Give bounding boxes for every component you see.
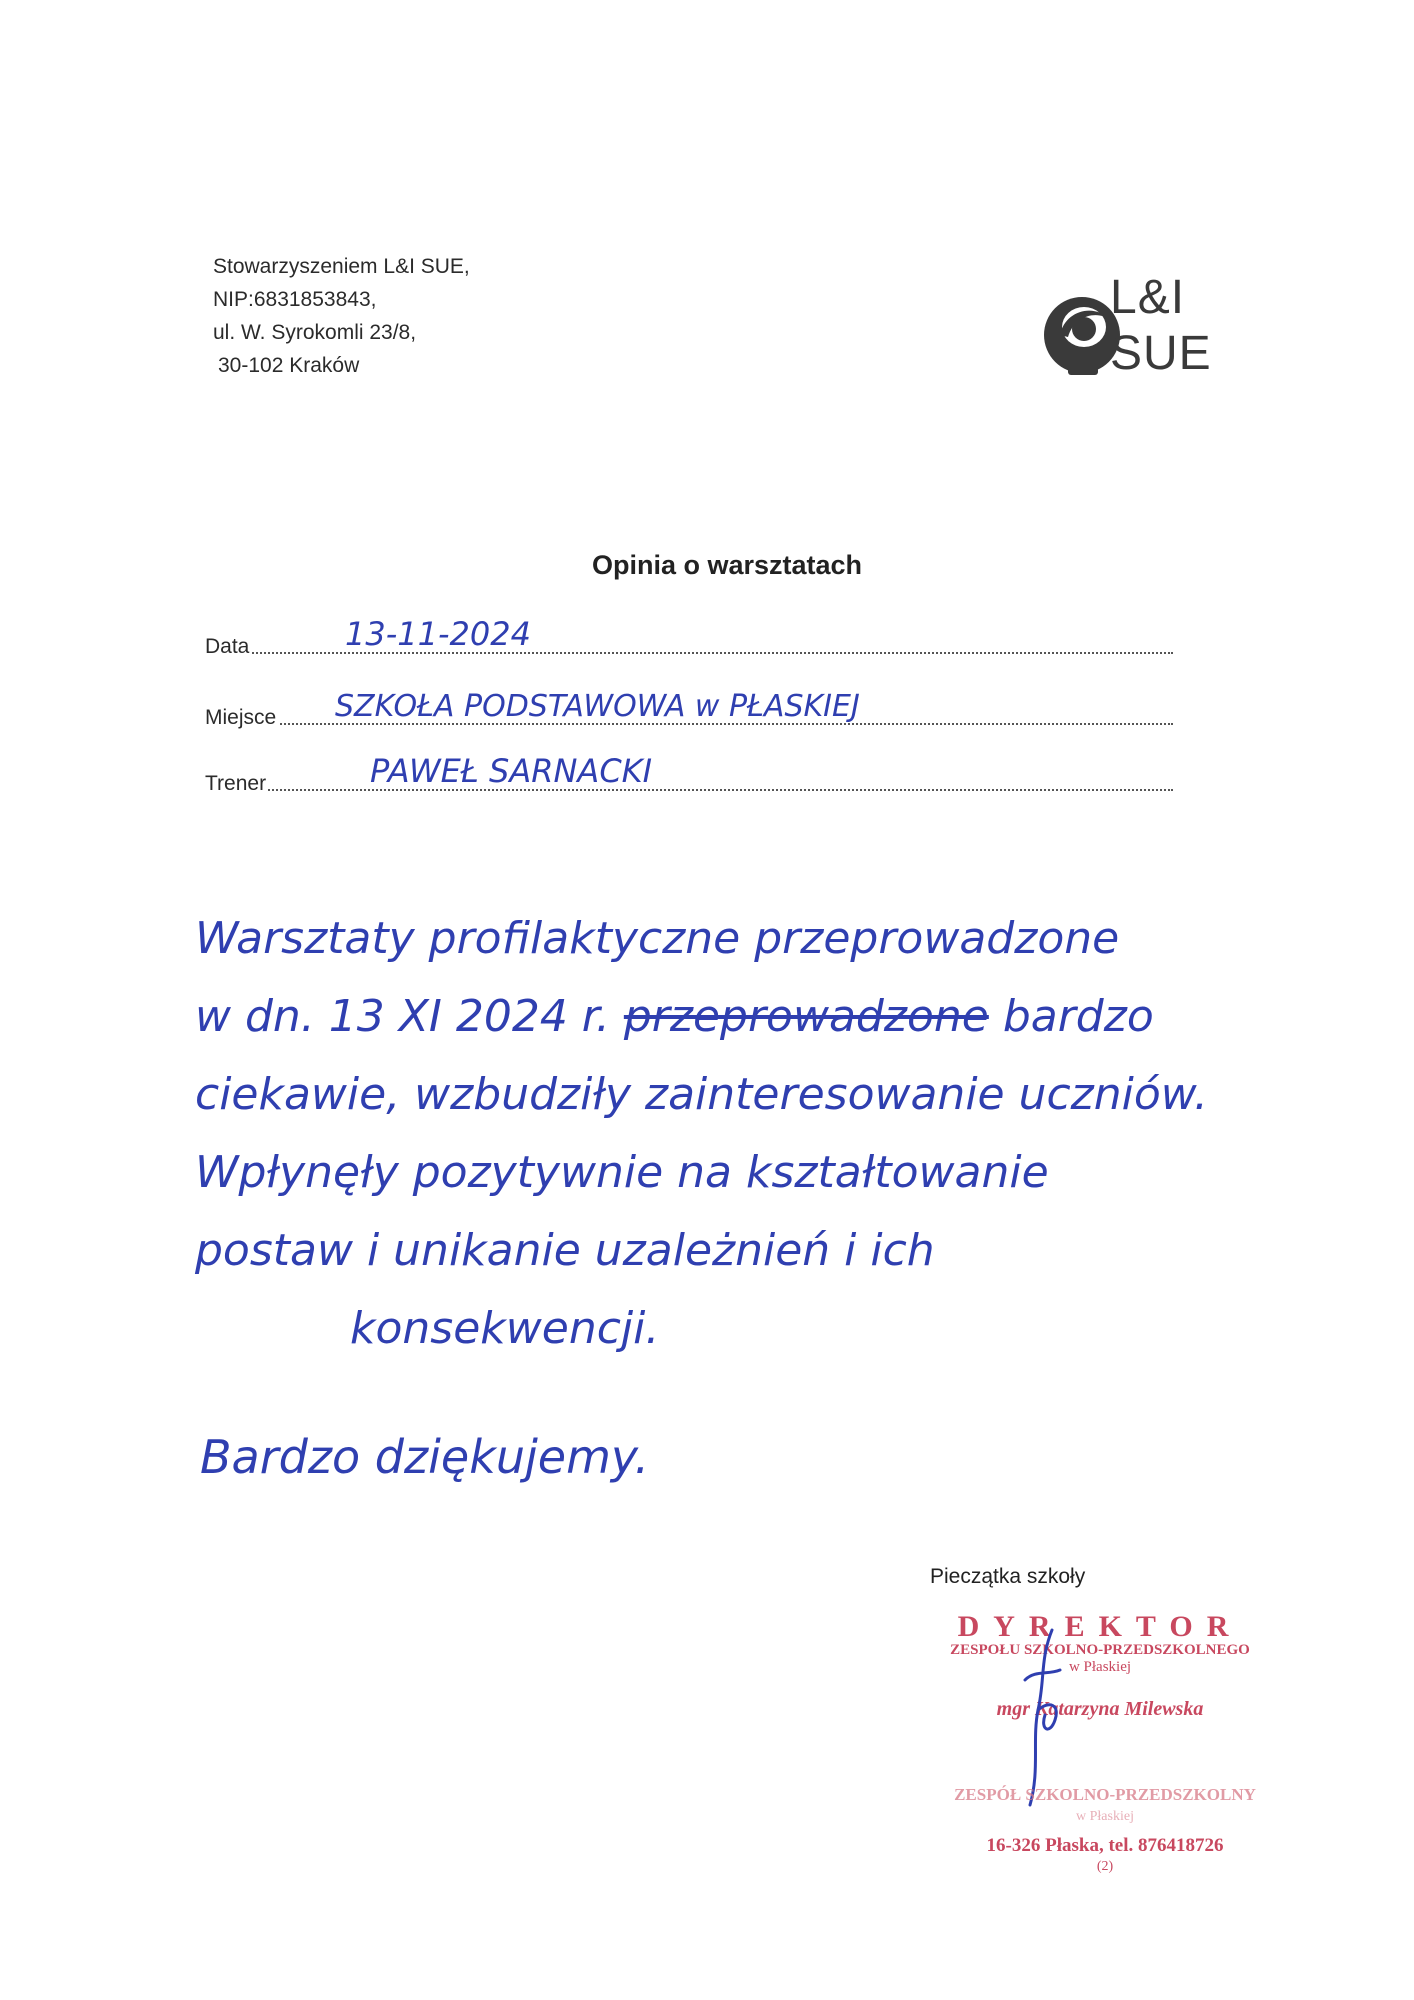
sender-city: 30-102 Kraków bbox=[218, 354, 360, 377]
trainer-field bbox=[205, 752, 1173, 796]
stamp-school-place: w Płaskiej bbox=[1076, 1809, 1134, 1824]
stamp-title: DYREKTOR bbox=[957, 1610, 1243, 1643]
date-field bbox=[205, 615, 1173, 659]
stamp-label: Pieczątka szkoły bbox=[930, 1565, 1086, 1588]
opinion-text bbox=[195, 900, 1295, 1368]
stamp-number: (2) bbox=[1096, 1859, 1114, 1874]
opinion-line-2 bbox=[195, 978, 1295, 1056]
stamp-school-name: ZESPÓŁ SZKOLNO-PRZEDSZKOLNY bbox=[954, 1785, 1256, 1804]
director-stamp bbox=[900, 1610, 1300, 1721]
stamp-place: w Płaskiej bbox=[1068, 1659, 1132, 1675]
opinion-line-4: Wpłynęły pozytywnie na kształtowanie bbox=[195, 1147, 1049, 1198]
sender-address bbox=[213, 250, 470, 382]
opinion-line-1: Warsztaty profilaktyczne przeprowadzone bbox=[195, 913, 1120, 964]
trainer-label: Trener bbox=[205, 772, 267, 795]
sender-nip: NIP:6831853843, bbox=[213, 288, 377, 311]
opinion-line-5: postaw i unikanie uzależnień i ich bbox=[195, 1225, 935, 1276]
thanks-text: Bardzo dziękujemy. bbox=[200, 1430, 650, 1484]
place-label: Miejsce bbox=[205, 706, 277, 729]
date-value: 13-11-2024 bbox=[345, 615, 531, 653]
stamp-director-name: mgr Katarzyna Milewska bbox=[996, 1698, 1204, 1720]
date-label: Data bbox=[205, 635, 250, 658]
trainer-dotted-line bbox=[205, 789, 1173, 791]
place-field bbox=[205, 689, 1173, 730]
logo-wordmark bbox=[1110, 270, 1212, 382]
school-stamp bbox=[905, 1785, 1305, 1875]
logo-line-2: SUE bbox=[1110, 327, 1212, 380]
opinion-struck-word: przeprowadzone bbox=[623, 991, 989, 1042]
sender-name: Stowarzyszeniem L&I SUE, bbox=[213, 255, 470, 278]
sender-street: ul. W. Syrokomli 23/8, bbox=[213, 321, 417, 344]
stamp-address: 16-326 Płaska, tel. 876418726 bbox=[986, 1835, 1224, 1856]
stamp-organization: ZESPOŁU SZKOLNO-PRZEDSZKOLNEGO bbox=[950, 1642, 1250, 1658]
logo-line-1: L&I bbox=[1110, 271, 1186, 324]
opinion-line-2-start: w dn. 13 XI 2024 r. bbox=[195, 991, 610, 1042]
document-title: Opinia o warsztatach bbox=[591, 550, 863, 580]
opinion-line-3: ciekawie, wzbudziły zainteresowanie uczniów. bbox=[195, 1069, 1208, 1120]
trainer-value: PAWEŁ SARNACKI bbox=[370, 752, 653, 790]
place-value: SZKOŁA PODSTAWOWA w PŁASKIEJ bbox=[335, 689, 860, 724]
opinion-line-2-end: bardzo bbox=[1002, 991, 1154, 1042]
opinion-line-6: konsekwencji. bbox=[350, 1303, 660, 1354]
